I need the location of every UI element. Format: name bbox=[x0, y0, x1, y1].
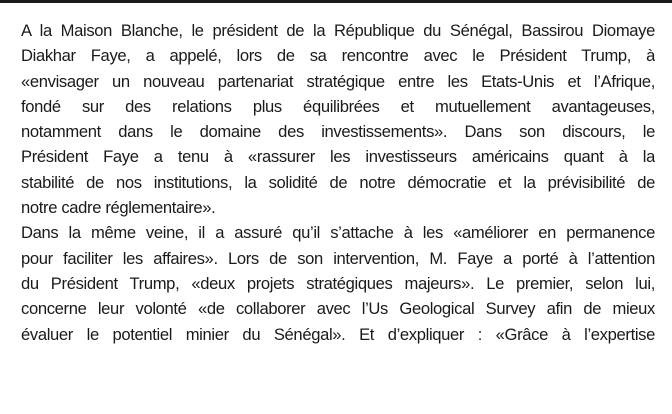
text-line: Dans la même veine, il a assuré qu’il s’attache à les «améliorer en permanence bbox=[21, 223, 655, 243]
text-line: évaluer le potentiel minier du Sénégal». Et d’expliquer : «Grâce à l’expertise bbox=[21, 324, 655, 344]
article-body bbox=[21, 18, 655, 347]
paragraph-2 bbox=[21, 220, 655, 346]
text-line: Président Faye a tenu à «rassurer les investisseurs américains quant à la bbox=[21, 147, 655, 167]
text-line: pour faciliter les affaires». Lors de son intervention, M. Faye a porté à l’attention bbox=[21, 248, 655, 268]
text-line: A la Maison Blanche, le président de la République du Sénégal, Bassirou Diomaye bbox=[21, 21, 655, 40]
text-line: Diakhar Faye, a appelé, lors de sa rencontre avec le Président Trump, à bbox=[21, 46, 655, 66]
text-line: notre cadre réglementaire». bbox=[21, 198, 216, 218]
text-line: «envisager un nouveau partenariat stratégique entre les Etats-Unis et l’Afrique, bbox=[21, 71, 655, 91]
text-line: fondé sur des relations plus équilibrées et mutuellement avantageuses, bbox=[21, 96, 655, 116]
text-line: stabilité de nos institutions, la solidité de notre démocratie et la prévisibilité de bbox=[21, 172, 655, 192]
text-line: notamment dans le domaine des investissements». Dans son discours, le bbox=[21, 122, 655, 142]
text-line: du Président Trump, «deux projets stratégiques majeurs». Le premier, selon lui, bbox=[21, 273, 655, 293]
text-line: concerne leur volonté «de collaborer avec l’Us Geological Survey afin de mieux bbox=[21, 299, 655, 319]
paragraph-1 bbox=[21, 18, 655, 220]
top-rule bbox=[0, 0, 672, 3]
